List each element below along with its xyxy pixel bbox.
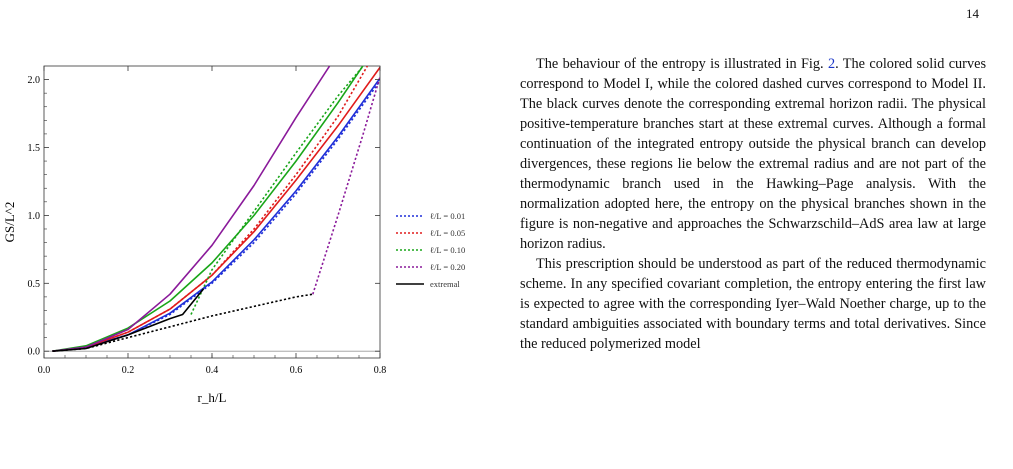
x-tick-label: 0.2 (121, 365, 135, 376)
body-text (520, 54, 986, 354)
entropy-chart (0, 40, 500, 440)
y-tick-label: 2.0 (27, 75, 40, 87)
legend (396, 211, 465, 289)
curve-l001-model-i (52, 78, 380, 351)
y-axis-label: GS/L^2 (2, 201, 17, 243)
curve-l020-model-ii (313, 77, 380, 294)
legend-label: ℓ/L = 0.10 (430, 245, 466, 255)
plot-frame (44, 66, 380, 358)
curve-l001-model-ii (52, 81, 380, 351)
y-tick-label: 0.5 (27, 278, 40, 290)
page-number: 14 (966, 6, 979, 21)
y-tick-label: 0.0 (27, 346, 40, 358)
curve-extremal-model-i (52, 289, 203, 352)
x-tick-label: 0.0 (37, 365, 51, 376)
x-tick-label: 0.6 (289, 365, 303, 376)
figure-reference-link[interactable]: 2 (827, 56, 836, 72)
y-tick-label: 1.0 (27, 210, 40, 222)
x-axis-label: r_h/L (197, 390, 227, 405)
paragraph-2: This prescription should be understood as part of the reduced thermodynamic scheme. In any specified covariant completion, the entropy entering the first law is expected to agree with the corresponding Iyer–Wald Noether charge, up to the standard ambiguities associated with boundary terms and total derivatives. Since the reduced polymerized model (520, 256, 986, 352)
x-ticks (38, 66, 387, 376)
curves (52, 59, 380, 351)
paragraph-1: The behaviour of the entropy is illustrated in Fig. 2. The colored solid curves correspond to Model I, while the colored dashed curves correspond to Model II. The black curves denote the corresponding extremal horizon radii. The physical positive-temperature branches start at these extremal curves. Although a formal continuation of the integrated entropy outside the physical branch can develop divergences, these regions lie below the extremal radius and are not part of the thermodynamic branch used in the Hawking–Page analysis. With the normalization adopted here, the entropy on the physical branches shown in the figure is non-negative and approaches the Schwarzschild–AdS area law at large horizon radius. (520, 56, 987, 252)
curve-l005-model-i (52, 67, 380, 351)
curve-l010-model-i (52, 59, 367, 351)
plot-border (44, 66, 380, 358)
legend-label: extremal (430, 279, 460, 289)
curve-l005-model-ii (52, 66, 367, 351)
x-tick-label: 0.4 (205, 365, 219, 376)
curve-l020-model-i (52, 66, 329, 351)
entropy-figure (0, 40, 500, 440)
y-tick-label: 1.5 (27, 142, 40, 154)
x-tick-label: 0.8 (373, 365, 387, 376)
legend-label: ℓ/L = 0.20 (430, 262, 466, 272)
legend-label: ℓ/L = 0.05 (430, 228, 466, 238)
legend-label: ℓ/L = 0.01 (430, 211, 466, 221)
